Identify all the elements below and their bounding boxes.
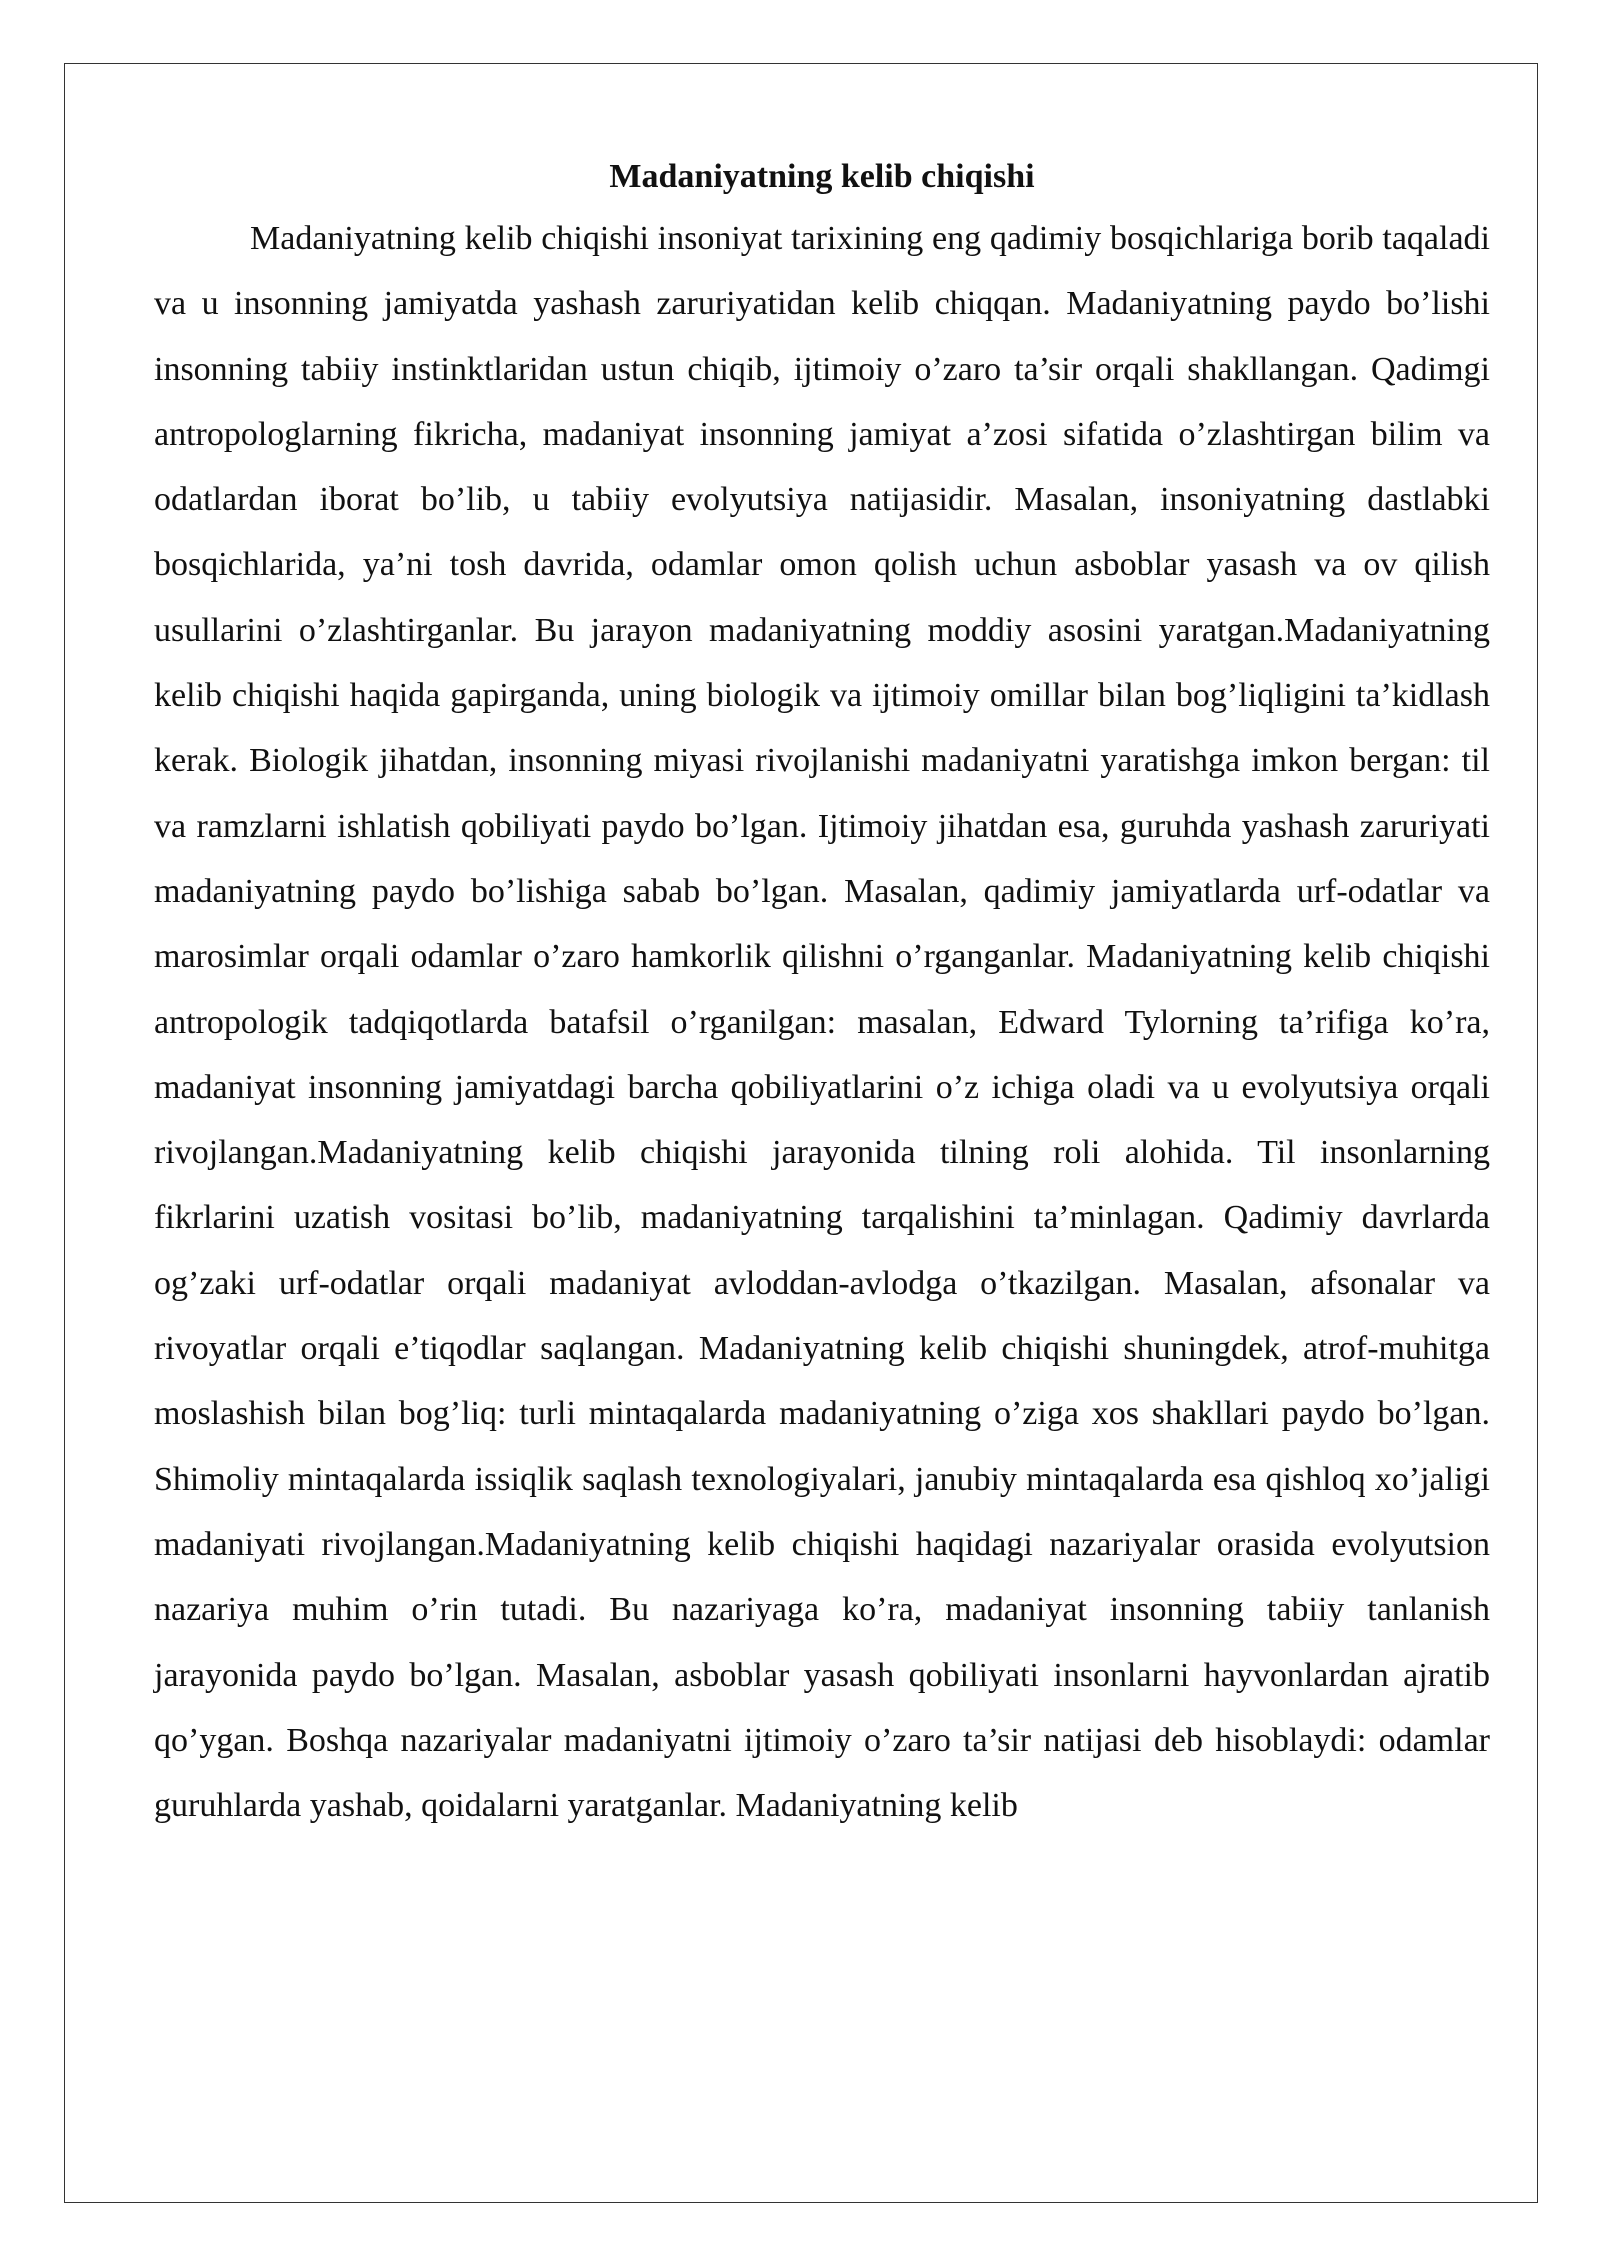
document-body-paragraph: Madaniyatning kelib chiqishi insoniyat tarixining eng qadimiy bosqichlariga borib taqaladi va u insonning jamiyatda yashash zaruriyatidan kelib chiqqan. Madaniyatning paydo bo’lishi insonning tabiiy instinktlaridan ustun chiqib, ijtimoiy o’zaro ta’sir orqali shakllangan. Qadimgi antropologlarning fikricha, madaniyat insonning jamiyat a’zosi sifatida o’zlashtirgan bilim va odatlardan iborat bo’lib, u tabiiy evolyutsiya natijasidir. Masalan, insoniyatning dastlabki bosqichlarida, ya’ni tosh davrida, odamlar omon qolish uchun asboblar yasash va ov qilish usullarini o’zlashtirganlar. Bu jarayon madaniyatning moddiy asosini yaratgan.Madaniyatning kelib chiqishi haqida gapirganda, uning biologik va ijtimoiy omillar bilan bog’liqligini ta’kidlash kerak. Biologik jihatdan, insonning miyasi rivojlanishi madaniyatni yaratishga imkon bergan: til va ramzlarni ishlatish qobiliyati paydo bo’lgan. Ijtimoiy jihatdan esa, guruhda yashash zaruriyati madaniyatning paydo bo’lishiga sabab bo’lgan. Masalan, qadimiy jamiyatlarda urf-odatlar va marosimlar orqali odamlar o’zaro hamkorlik qilishni o’rganganlar. Madaniyatning kelib chiqishi antropologik tadqiqotlarda batafsil o’rganilgan: masalan, Edward Tylorning ta’rifiga ko’ra, madaniyat insonning jamiyatdagi barcha qobiliyatlarini o’z ichiga oladi va u evolyutsiya orqali rivojlangan.Madaniyatning kelib chiqishi jarayonida tilning roli alohida. Til insonlarning fikrlarini uzatish vositasi bo’lib, madaniyatning tarqalishini ta’minlagan. Qadimiy davrlarda og’zaki urf-odatlar orqali madaniyat avloddan-avlodga o’tkazilgan. Masalan, afsonalar va rivoyatlar orqali e’tiqodlar saqlangan. Madaniyatning kelib chiqishi shuningdek, atrof-muhitga moslashish bilan bog’liq: turli mintaqalarda madaniyatning o’ziga xos shakllari paydo bo’lgan. Shimoliy mintaqalarda issiqlik saqlash texnologiyalari, janubiy mintaqalarda esa qishloq xo’jaligi madaniyati rivojlangan.Madaniyatning kelib chiqishi haqidagi nazariyalar orasida evolyutsion nazariya muhim o’rin tutadi. Bu nazariyaga ko’ra, madaniyat insonning tabiiy tanlanish jarayonida paydo bo’lgan. Masalan, asboblar yasash qobiliyati insonlarni hayvonlardan ajratib qo’ygan. Boshqa nazariyalar madaniyatni ijtimoiy o’zaro ta’sir natijasi deb hisoblaydi: odamlar guruhlarda yashab, qoidalarni yaratganlar. Madaniyatning kelib (154, 220, 1490, 1825)
document-title: Madaniyatning kelib chiqishi (609, 158, 1035, 195)
document-content (154, 148, 1490, 1838)
